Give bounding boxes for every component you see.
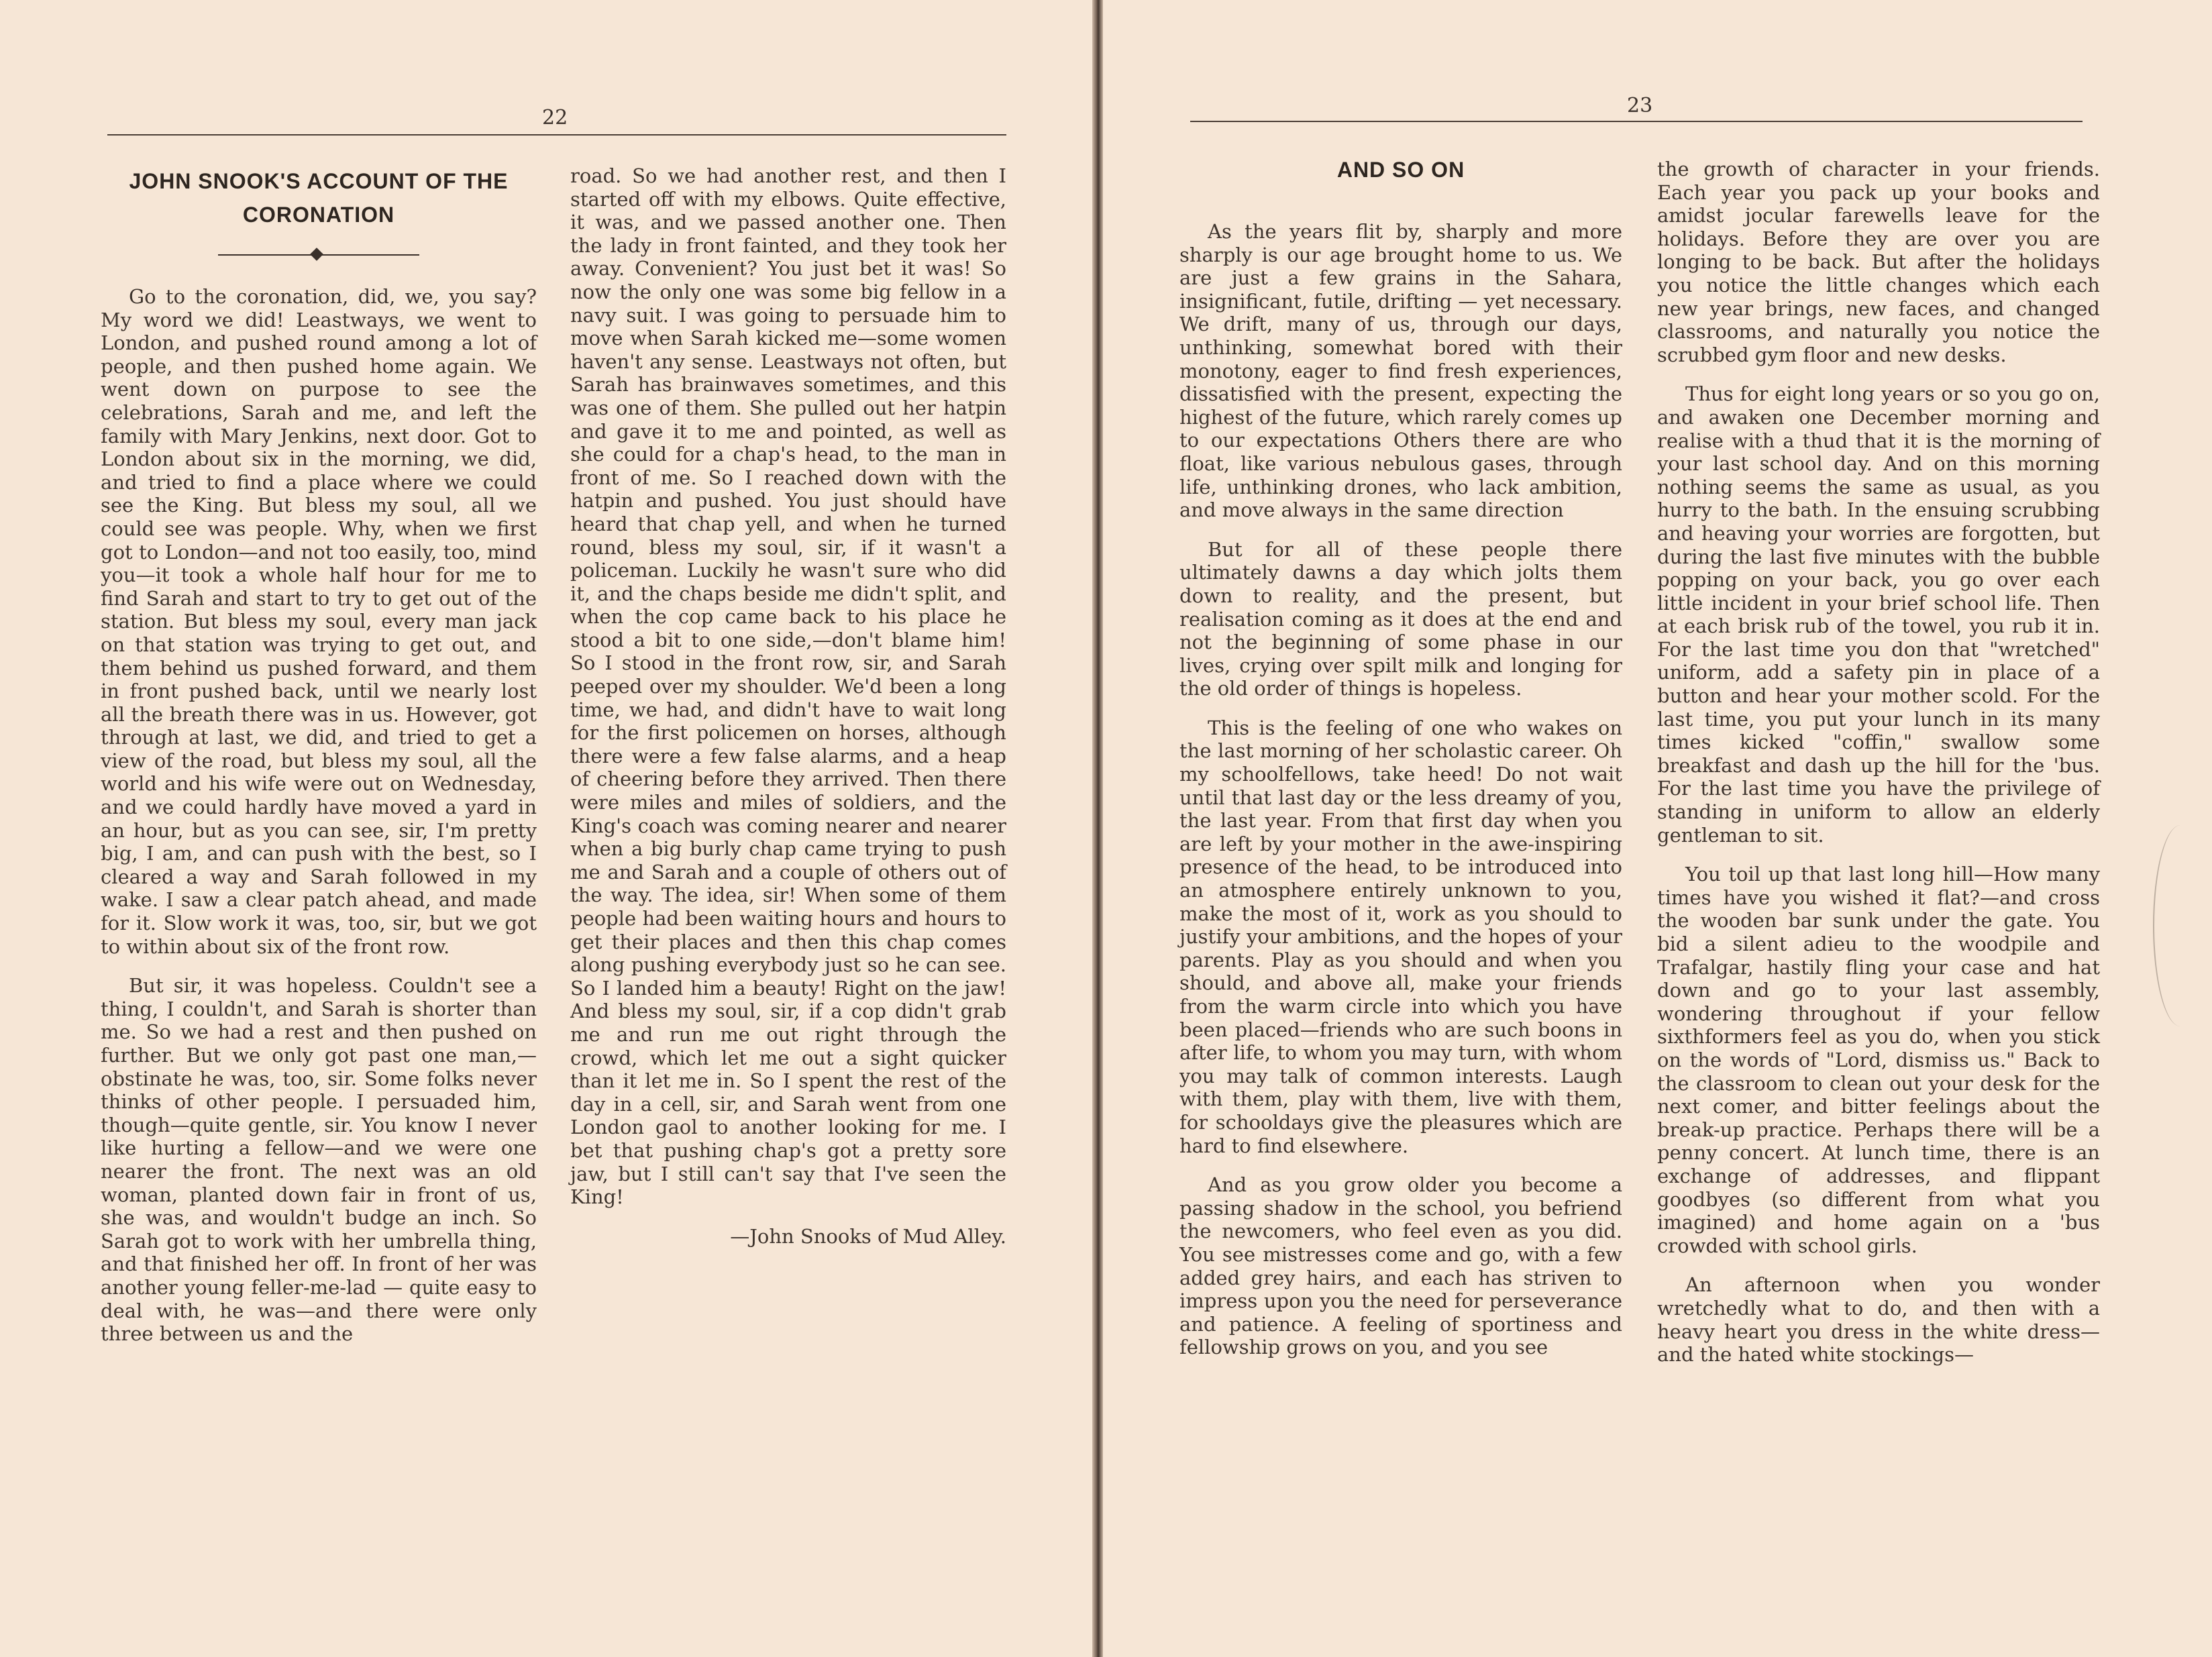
paragraph: the growth of character in your friends. Each year you pack up your books and amidst jocular farewells leave for the holidays. Before they are over you are longing to be back. But after the holidays you notice the little changes which each new year brings, new faces, and changed classrooms, and naturally you notice the scrubbed gym floor and new desks.	[1657, 158, 2100, 366]
right-column-2	[1657, 158, 2100, 1383]
paragraph: This is the feeling of one who wakes on the last morning of her scholastic career. Oh my schoolfellows, take heed! Do not wait until that last day or the less dreamy of you, the last year. From that first day when you are left by your mother in the awe-inspiring presence of the head, to be introduced into an atmosphere entirely unknown to you, make the most of it, work as you should to justify your ambitions, and the hopes of your parents. Play as you should and when you should, and above all, make your friends from the warm circle into which you have been placed—friends who are such boons in after life, to whom you may turn, with whom you may talk of common interests. Laugh with them, play with them, live with them, for schooldays give the pleasures which are hard to find elsewhere.	[1179, 716, 1622, 1157]
header-rule	[1190, 121, 2083, 122]
article-title: AND SO ON	[1336, 158, 1465, 182]
signature: —John Snooks of Mud Alley.	[730, 1224, 1006, 1248]
paragraph: An afternoon when you wonder wretchedly what to do, and then with a heavy heart you dress in the white dress—and the hated white stockings—	[1657, 1273, 2100, 1367]
left-page	[0, 0, 1092, 1657]
paragraph: And as you grow older you become a passing shadow in the school, you befriend the newcomers, who feel even as you did. You see mistresses come and go, with a few added grey hairs, and each has striven to impress upon you the need for perseverance and patience. A feeling of sportiness and fellowship grows on you, and you see	[1179, 1173, 1622, 1359]
title-ornament	[218, 245, 419, 265]
header-rule	[107, 134, 1006, 136]
page-number: 23	[1627, 94, 1653, 117]
page-number: 22	[542, 106, 568, 129]
left-column-2	[570, 164, 1006, 1264]
paragraph: But sir, it was hopeless. Couldn't see a thing, I couldn't, and Sarah is shorter than me. So we had a rest and then pushed on further. But we only got past one man,—obstinate he was, too, sir. Some folks never thinks of other people. I persuaded him, though—quite gentle, sir. You know I never like hurting a fellow—and we were one nearer the front. The next was an old woman, planted down fair in front of us, she was, and wouldn't budge an inch. So Sarah got to work with her umbrella thing, and that finished her off. In front of her was another young feller-me-lad — quite easy to deal with, he was—and there were only three between us and the	[101, 974, 537, 1346]
paragraph: You toil up that last long hill—How many times have you wished it flat?—and cross the wooden bar sunk under the gate. You bid a silent adieu to the woodpile and Trafalgar, hastily fling your case and hat down and go to your last assembly, wondering throughout if your fellow sixthformers feel as you do, when you stick on the words of "Lord, dismiss us." Back to the classroom to clean out your desk for the next comer, and bitter feelings about the break-up practice. Perhaps there will be a penny concert. At lunch time, there is an exchange of addresses, and flippant goodbyes (so different from what you imagined) and home again on a 'bus crowded with school girls.	[1657, 863, 2100, 1257]
paragraph: Go to the coronation, did, we, you say? My word we did! Leastways, we went to London, and pushed round among a lot of people, and then pushed home again. We went down on purpose to see the celebrations, Sarah and me, and left the family with Mary Jenkins, next door. Got to London about six in the morning, we did, and tried to find a place where we could see the King. But bless my soul, all we could see was people. Why, when we first got to London—and not too easily, too, mind you—it took a whole half hour for me to find Sarah and start to try to get out of the station. But bless my soul, every man jack on that station was trying to get out, and them behind us pushed forward, and them in front pushed back, until we nearly lost all the breath there was in us. However, got through at last, we did, and tried to get a view of the road, but bless my soul, all the world and his wife were out on Wednesday, and we could hardly have moved a yard in an hour, but as you can see, sir, I'm pretty big, I am, and can push with the best, so I cleared a way and Sarah followed in my wake. I saw a clear patch ahead, and made for it. Slow work it was, too, sir, but we got to within about six of the front row.	[101, 285, 537, 958]
paragraph: road. So we had another rest, and then I started off with my elbows. Quite effective, it was, and we passed another one. Then the lady in front fainted, and they took her away. Convenient? You just bet it was! So now the only one was some big fellow in a navy suit. I was going to persuade him to move when Sarah kicked me—some women haven't any sense. Leastways not often, but Sarah has brainwaves sometimes, and this was one of them. She pulled out her hatpin and gave it to me and pointed, as well as she could for a chap's head, to the man in front of me. So I reached down with the hatpin and pushed. You just should have heard that chap yell, and when he turned round, bless my soul, sir, if it wasn't a policeman. Luckily he wasn't sure who did it, and the chaps beside me didn't split, and when the cop came back to his place he stood a bit to one side,—don't blame him! So I stood in the front row, sir, and Sarah peeped over my shoulder. We'd been a long time, we had, and didn't have to wait long for the first policemen on horses, although there were a few false alarms, and a heap of cheering before they arrived. Then there were miles and miles of soldiers, and the King's coach was coming nearer and nearer when a big burly chap came trying to push me and Sarah and a couple of others out of the way. The idea, sir! When some of them people had been waiting hours and hours to get their places and then this chap comes along pushing everybody just so he can see. So I landed him a beauty! Right on the jaw! And bless my soul, sir, if a cop didn't grab me and run me out right through the crowd, which let me out a sight quicker than it let me in. So I spent the rest of the day in a cell, sir, and Sarah went from one London gaol to another looking for me. I bet that pushing chap's got a pretty sore jaw, but I still can't say that I've seen the King!	[570, 164, 1006, 1209]
article-title: JOHN SNOOK'S ACCOUNT OF THE CORONATION	[129, 169, 509, 227]
paragraph: But for all of these people there ultimately dawns a day which jolts them down to reality, and the present, but realisation coming as it does at the end and not the beginning of some phase in our lives, crying over spilt milk and longing for the old order of things is hopeless.	[1179, 537, 1622, 700]
paragraph: Thus for eight long years or so you go on, and awaken one December morning and realise with a thud that it is the morning of your last school day. And on this morning nothing seems the same as usual, as you hurry to the bath. In the ensuing scrubbing and heaving your worries are forgotten, but during the last five minutes with the bubble popping on your back, you go over each little incident in your brief school life. Then at each brisk rub of the towel, you rub it in. For the last time you don that "wretched" uniform, add a safety pin in place of a button and hear your mother scold. For the last time, you put your lunch in its many times kicked "coffin," swallow some breakfast and dash up the hill for the 'bus. For the last time you have the privilege of standing in uniform to allow an elderly gentleman to sit.	[1657, 382, 2100, 847]
diamond-ornament-icon	[310, 248, 323, 261]
right-column-1	[1179, 153, 1622, 1375]
book-spine	[1092, 0, 1103, 1657]
paragraph: As the years flit by, sharply and more sharply is our age brought home to us. We are just a few grains in the Sahara, insignificant, futile, drifting — yet necessary. We drift, many of us, through our days, unthinking, somewhat bored with their monotony, eager to find fresh experiences, dissatisfied with the present, expecting the highest of the future, which rarely comes up to our expectations Others there are who float, like various nebulous gases, through life, unthinking drones, who lack ambition, and move always in the same direction	[1179, 220, 1622, 522]
right-page	[1103, 0, 2212, 1657]
pencil-mark	[2153, 825, 2208, 1026]
left-column-1	[101, 164, 537, 1362]
